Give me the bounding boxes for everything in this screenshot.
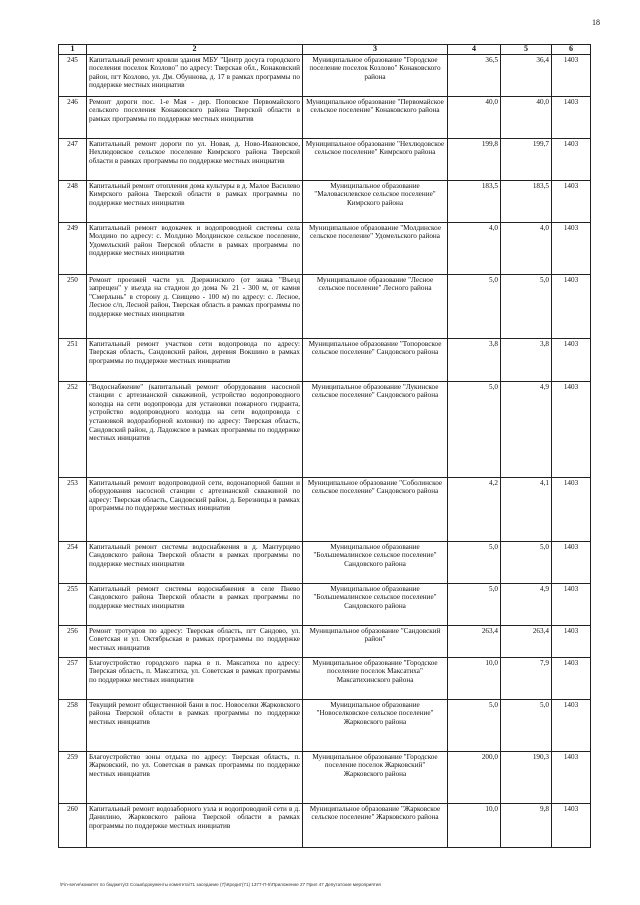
page-number: 18 [592, 18, 600, 27]
planned-amount: 199,8 [448, 138, 501, 180]
project-description: Капитальный ремонт отопления дома культуры в д. Малое Василево Кимрского района Тверской области в рамках программы по поддержке местных инициатив [87, 180, 303, 222]
row-number: 258 [59, 699, 87, 751]
municipality: Муниципальное образование "Жарковское сельское поселение" Жарковского района [303, 803, 448, 847]
row-number: 253 [59, 477, 87, 541]
column-header: 3 [303, 45, 448, 55]
table-row [59, 699, 591, 751]
project-description: Ремонт тротуаров по адресу: Тверская область, пгт Сандово, ул. Советская и ул. Октябрьская в рамках программы по поддержке местных инициатив [87, 625, 303, 657]
row-number: 245 [59, 54, 87, 96]
row-number: 255 [59, 583, 87, 625]
row-number: 256 [59, 625, 87, 657]
budget-code: 1403 [552, 541, 591, 583]
actual-amount: 4,9 [501, 381, 552, 477]
actual-amount: 199,7 [501, 138, 552, 180]
project-description: Текущий ремонт общественной бани в пос. Новоселки Жарковского района Тверской области в рамках программы по поддержке местных инициатив [87, 699, 303, 751]
budget-code: 1403 [552, 180, 591, 222]
project-description: Ремонт дороги пос. 1-е Мая - дер. Поповское Первомайского сельского поселения Конаковского района Тверской области в рамках программы по поддержке местных инициатив [87, 96, 303, 138]
table-row [59, 657, 591, 699]
column-header: 5 [501, 45, 552, 55]
row-number: 249 [59, 222, 87, 274]
planned-amount: 40,0 [448, 96, 501, 138]
municipality: Муниципальное образование "Лукинское сельское поселение" Сандовского района [303, 381, 448, 477]
actual-amount: 3,8 [501, 338, 552, 381]
municipality: Муниципальное образование "Молдинское сельское поселение" Удомельского района [303, 222, 448, 274]
municipality: Муниципальное образование "Большемалинское сельское поселение" Сандовского района [303, 541, 448, 583]
row-number: 247 [59, 138, 87, 180]
projects-table [58, 44, 591, 848]
budget-code: 1403 [552, 222, 591, 274]
project-description: Капитальный ремонт участков сети водопровода по адресу: Тверская область, Сандовский район, деревня Вокшино в рамках программы по поддержке местных инициатив [87, 338, 303, 381]
budget-code: 1403 [552, 583, 591, 625]
budget-code: 1403 [552, 381, 591, 477]
actual-amount: 5,0 [501, 541, 552, 583]
table-row [59, 138, 591, 180]
actual-amount: 7,9 [501, 657, 552, 699]
project-description: Капитальный ремонт системы водоснабжения в д. Мантурцево Сандовского района Тверской области в рамках программы по поддержке местных инициатив [87, 541, 303, 583]
municipality: Муниципальное образование "Сандовский район" [303, 625, 448, 657]
municipality: Муниципальное образование "Городское поселение поселок Жарковский" Жарковского района [303, 751, 448, 803]
budget-code: 1403 [552, 338, 591, 381]
municipality: Муниципальное образование "Лесное сельское поселение" Лесного района [303, 274, 448, 338]
budget-code: 1403 [552, 96, 591, 138]
actual-amount: 5,0 [501, 699, 552, 751]
actual-amount: 36,4 [501, 54, 552, 96]
budget-code: 1403 [552, 477, 591, 541]
municipality: Муниципальное образование "Большемалинское сельское поселение" Сандовского района [303, 583, 448, 625]
budget-code: 1403 [552, 699, 591, 751]
actual-amount: 183,5 [501, 180, 552, 222]
planned-amount: 200,0 [448, 751, 501, 803]
table-row [59, 180, 591, 222]
municipality: Муниципальное образование "Городское поселение поселок Максатиха" Максатихинского района [303, 657, 448, 699]
municipality: Муниципальное образование "Новоселковское сельское поселение" Жарковского района [303, 699, 448, 751]
planned-amount: 4,2 [448, 477, 501, 541]
actual-amount: 4,9 [501, 583, 552, 625]
planned-amount: 5,0 [448, 541, 501, 583]
project-description: "Водоснабжение" (капитальный ремонт оборудования насосной станции с артезианской скважиной, устройство водопроводного колодца на сети водопровода для установки пожарного гидранта, устройство водопроводного колодца на сети водопровода с установкой водоразборной колонки) по адресу: Тверская область, Сандовский район, д. Ладожское в рамках программы по поддержке местных инициатив [87, 381, 303, 477]
row-number: 251 [59, 338, 87, 381]
project-description: Капитальный ремонт водопроводной сети, водонапорной башни и оборудования насосной станции с артезианской скважиной по адресу: Тверская область, Сандовский район, д. Березницы в рамках программы по поддержке местных инициатив [87, 477, 303, 541]
municipality: Муниципальное образование "Топоровское сельское поселение" Сандовского района [303, 338, 448, 381]
project-description: Капитальный ремонт водокачек и водопроводной системы села Молдино по адресу: с. Молдино Молдинское сельское поселение, Удомельский район Тверской области в рамках программы по поддержке местных инициатив [87, 222, 303, 274]
budget-code: 1403 [552, 274, 591, 338]
actual-amount: 190,3 [501, 751, 552, 803]
planned-amount: 4,0 [448, 222, 501, 274]
planned-amount: 5,0 [448, 699, 501, 751]
row-number: 259 [59, 751, 87, 803]
row-number: 246 [59, 96, 87, 138]
table-row [59, 625, 591, 657]
planned-amount: 10,0 [448, 657, 501, 699]
actual-amount: 40,0 [501, 96, 552, 138]
budget-code: 1403 [552, 138, 591, 180]
table-row [59, 541, 591, 583]
table-row [59, 338, 591, 381]
planned-amount: 10,0 [448, 803, 501, 847]
budget-code: 1403 [552, 657, 591, 699]
project-description: Ремонт проезжей части ул. Дзержинского (от знака "Въезд запрещен" у въезда на стадион до дома № 21 - 300 м, от камня "Смерлынь" в сторону д. Свищево - 100 м) по адресу: с. Лесное, Лесное с/п, Лесной район, Тверская область в рамках программы по поддержке местных инициатив [87, 274, 303, 338]
budget-code: 1403 [552, 625, 591, 657]
municipality: Муниципальное образование "Городское поселение поселок Козлово" Конаковского района [303, 54, 448, 96]
row-number: 254 [59, 541, 87, 583]
table-row [59, 274, 591, 338]
column-header: 4 [448, 45, 501, 55]
file-path-footer: \Fin-serve\комитет по бюджету\3 Созыв\документы комитета\71 заседание (7)\Кредит(71) 1377-П-5\Приложение 27 Прил 47 Депутатские мероприятия [60, 882, 381, 887]
table-row [59, 583, 591, 625]
actual-amount: 263,4 [501, 625, 552, 657]
row-number: 250 [59, 274, 87, 338]
row-number: 252 [59, 381, 87, 477]
header-row [59, 45, 591, 55]
municipality: Муниципальное образование "Нехлюдовское сельское поселение" Кимрского района [303, 138, 448, 180]
table-row [59, 222, 591, 274]
table-row [59, 803, 591, 847]
municipality: Муниципальное образование "Первомайское сельское поселение" Конаковского района [303, 96, 448, 138]
budget-code: 1403 [552, 751, 591, 803]
actual-amount: 4,1 [501, 477, 552, 541]
planned-amount: 263,4 [448, 625, 501, 657]
project-description: Капитальный ремонт водозаборного узла и водопроводной сети в д. Данилино, Жарковского района Тверской области в рамках программы по поддержке местных инициатив [87, 803, 303, 847]
row-number: 257 [59, 657, 87, 699]
column-header: 6 [552, 45, 591, 55]
table-row [59, 54, 591, 96]
planned-amount: 5,0 [448, 583, 501, 625]
budget-code: 1403 [552, 803, 591, 847]
municipality: Муниципальное образование "Маловасилевское сельское поселение" Кимрского района [303, 180, 448, 222]
column-header: 2 [87, 45, 303, 55]
planned-amount: 5,0 [448, 274, 501, 338]
row-number: 260 [59, 803, 87, 847]
actual-amount: 5,0 [501, 274, 552, 338]
project-description: Благоустройство зоны отдыха по адресу: Тверская область, п. Жарковский, по ул. Советская в рамках программы по поддержке местных инициатив [87, 751, 303, 803]
table-row [59, 96, 591, 138]
actual-amount: 9,8 [501, 803, 552, 847]
planned-amount: 5,0 [448, 381, 501, 477]
municipality: Муниципальное образование "Соболинское сельское поселение" Сандовского района [303, 477, 448, 541]
table-row [59, 477, 591, 541]
table-row [59, 381, 591, 477]
row-number: 248 [59, 180, 87, 222]
project-description: Благоустройство городского парка в п. Максатиха по адресу: Тверская область, п. Максатиха, ул. Советская в рамках программы по поддержке местных инициатив [87, 657, 303, 699]
planned-amount: 183,5 [448, 180, 501, 222]
project-description: Капитальный ремонт кровли здания МБУ "Центр досуга городского поселения поселок Козлово" по адресу: Тверская обл., Конаковский район, пгт Козлово, ул. Дм. Обуннова, д. 17 в рамках программы по поддержке местных инициатив [87, 54, 303, 96]
project-description: Капитальный ремонт системы водоснабжения в селе Пнево Сандовского района Тверской области в рамках программы по поддержке местных инициатив [87, 583, 303, 625]
planned-amount: 3,8 [448, 338, 501, 381]
planned-amount: 36,5 [448, 54, 501, 96]
actual-amount: 4,0 [501, 222, 552, 274]
table-row [59, 751, 591, 803]
budget-code: 1403 [552, 54, 591, 96]
project-description: Капитальный ремонт дороги по ул. Новая, д. Ново-Ивановское, Нехлюдовское сельское поселение Кимрского района Тверской области в рамках программы по поддержке местных инициатив [87, 138, 303, 180]
column-header: 1 [59, 45, 87, 55]
